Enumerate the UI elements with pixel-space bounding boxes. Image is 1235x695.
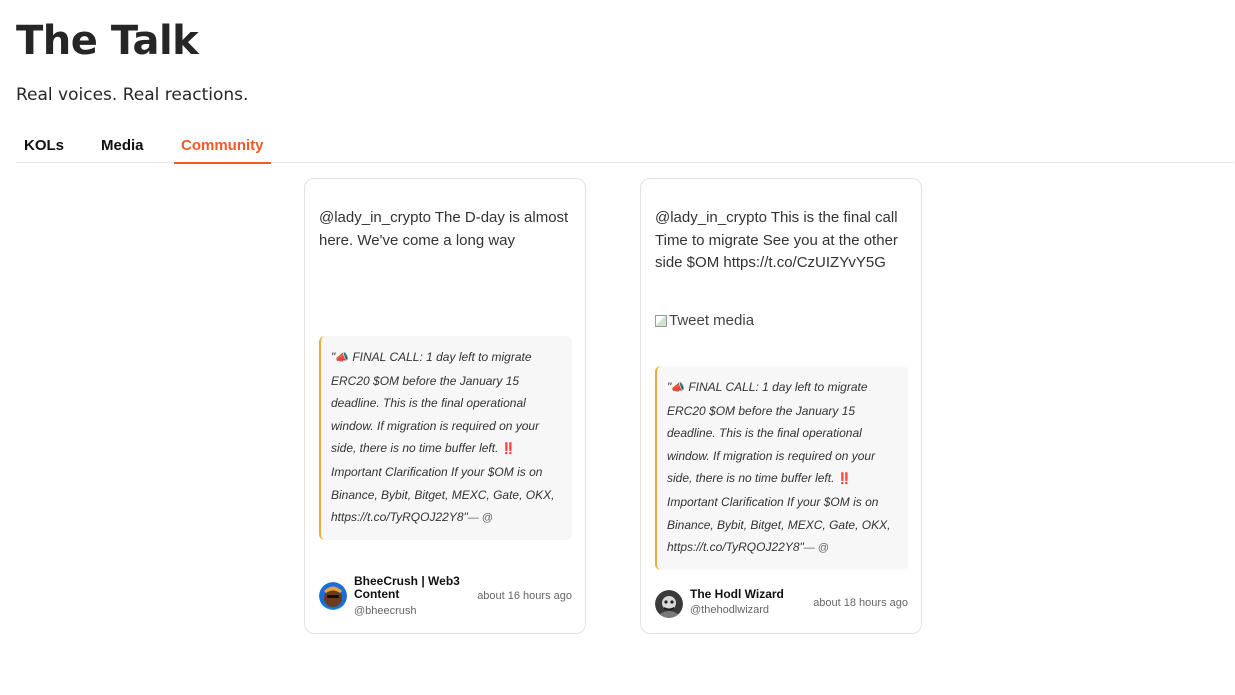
post-timestamp: about 18 hours ago [813,597,908,609]
quote-open: " [331,350,336,364]
tab-kols[interactable]: KOLs [24,137,65,154]
avatar[interactable] [319,582,347,610]
double-exclamation-icon: ‼️ [837,473,852,486]
quote-attribution: — @ [803,542,829,555]
author-name[interactable]: BheeCrush | Web3 Content [354,574,460,601]
quote-body-continued: Important Clarification If your $OM is on Binance, Bybit, Bitget, MEXC, Gate, OKX, https://t.co/TyRQOJ22Y8" [667,494,891,555]
post-author[interactable] [319,575,572,619]
quote-body: FINAL CALL: 1 day left to migrate ERC20 $OM before the January 15 deadline. This is the final operational window. If migration is required on your side, there is no time buffer left. [331,350,540,456]
quoted-post [655,366,908,570]
double-exclamation-icon: ‼️ [501,443,516,456]
author-handle[interactable]: @thehodlwizard [690,604,770,616]
post-card[interactable] [640,178,922,634]
post-author[interactable] [655,585,908,629]
author-name[interactable]: The Hodl Wizard [690,587,784,601]
tweet-media-alt: Tweet media [669,312,755,329]
quote-attribution: — @ [467,512,493,525]
post-card[interactable] [304,178,586,634]
post-text: @lady_in_crypto The D-day is almost here. We've come a long way [319,209,569,249]
tab-community[interactable]: Community [174,137,271,164]
quote-body: FINAL CALL: 1 day left to migrate ERC20 $OM before the January 15 deadline. This is the final operational window. If migration is required on your side, there is no time buffer left. [667,380,876,486]
quote-open: " [667,380,672,394]
page-title: The Talk [16,18,199,64]
avatar[interactable] [655,590,683,618]
page-subtitle: Real voices. Real reactions. [16,85,249,105]
quoted-post [319,336,572,540]
post-timestamp: about 16 hours ago [477,590,572,602]
tab-media[interactable]: Media [101,137,144,154]
megaphone-icon: 📣 [671,382,685,394]
broken-image-icon [655,315,667,327]
tab-bar [16,130,1234,163]
megaphone-icon: 📣 [335,352,349,364]
post-text: @lady_in_crypto This is the final call Time to migrate See you at the other side $OM https://t.co/CzUIZYvY5G [655,209,898,271]
quote-body-continued: Important Clarification If your $OM is on Binance, Bybit, Bitget, MEXC, Gate, OKX, https://t.co/TyRQOJ22Y8" [331,464,555,525]
tweet-media[interactable] [655,312,754,329]
author-handle[interactable]: @bheecrush [354,605,417,617]
